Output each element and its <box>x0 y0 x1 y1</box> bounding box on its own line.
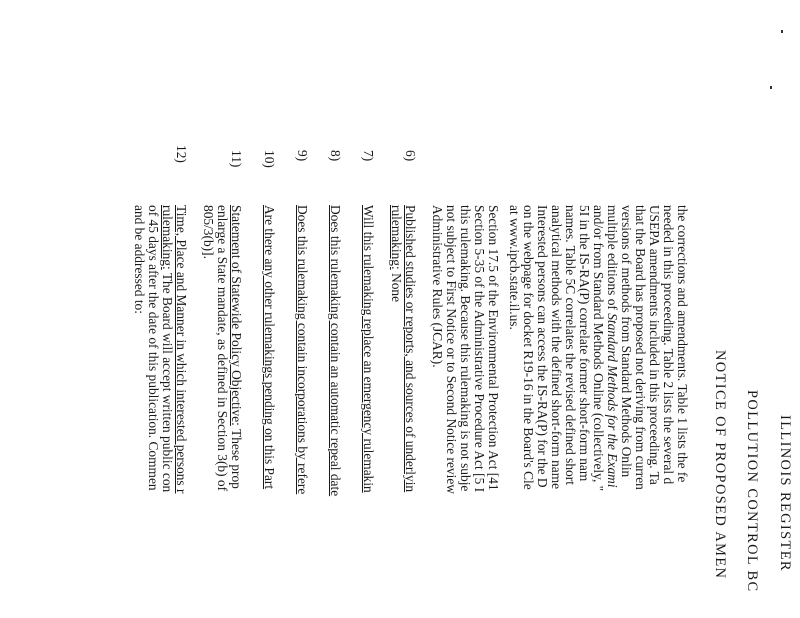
para2-line: this rulemaking. Because this rulemaking is not subje <box>458 205 473 492</box>
item-9-line: Does this rulemaking contain incorporations by refere <box>295 205 310 495</box>
intro-line: and/or from Standard Methods Online (collectively, " <box>591 205 606 492</box>
para2-line: Administrative Rules (JCAR). <box>430 205 445 368</box>
item-11-line <box>229 205 243 489</box>
intro-line: needed in this proceeding. Table 2 lists the several d <box>661 205 676 485</box>
intro-line: 5I in the IS-RA(P) correlate former short-form nam <box>577 205 592 482</box>
scan-speck <box>770 86 772 89</box>
item-11-line: enlarge a State mandate, as defined in Section 3(b) of <box>215 205 230 492</box>
item-6-line: Published studies or reports, and sources of underlyin <box>403 205 418 493</box>
item-number: 8) <box>328 150 343 162</box>
item-number: 9) <box>295 150 310 162</box>
item-12-line: and be addressed to: <box>132 205 147 314</box>
item-number: 7) <box>361 150 376 162</box>
item-6-line <box>389 205 403 302</box>
item-12-label: rulemaking: <box>160 205 175 270</box>
intro-line: that the Board has proposed not deriving from curren <box>633 205 648 490</box>
intro-line: on the webpage for docket R19-16 in the Board's Cle <box>521 205 536 490</box>
item-number: 10) <box>262 150 277 168</box>
agency-name: POLLUTION CONTROL BC <box>744 390 760 593</box>
intro-line-start: multiple editions of <box>605 205 620 314</box>
item-6-answer: None <box>389 269 404 303</box>
item-number: 6) <box>403 150 418 162</box>
item-12-line <box>160 205 174 492</box>
item-11-label: Statement of Statewide Policy Objective: <box>229 205 244 426</box>
item-8-line: Does this rulemaking contain an automatic repeal date <box>328 205 343 497</box>
item-12-text: The Board will accept written public con <box>160 269 175 493</box>
intro-line: names. Table 5C correlates the revised defined short <box>563 205 578 485</box>
para2-line: Section 17.5 of the Environmental Protection Act [41 <box>486 205 501 491</box>
intro-line: USEPA amendments included in this proceeding. Ta <box>647 205 662 485</box>
intro-line: Interested persons can access the IS-RA(P) for the D <box>535 205 550 488</box>
item-6-label: rulemaking: <box>389 205 404 270</box>
item-11-text: These prop <box>229 425 244 489</box>
item-10-line: Are there any other rulemakings pending on this Part <box>262 205 277 490</box>
item-number: 12) <box>174 145 189 163</box>
item-12-line: Time, Place and Manner in which interested persons r <box>174 205 189 494</box>
para2-line: Section 5-35 of the Administrative Procedure Act [5 I <box>472 205 487 493</box>
intro-line <box>605 205 619 488</box>
standard-methods-title: Standard Methods for the Exami <box>605 313 620 488</box>
notice-title: NOTICE OF PROPOSED AMEN <box>712 350 728 580</box>
intro-line: versions of methods from Standard Methods Onlin <box>619 205 634 478</box>
item-number: 11) <box>229 150 244 168</box>
intro-line: the corrections and amendments. Table 1 lists the fe <box>675 205 690 483</box>
register-title: ILLINOIS REGISTER <box>777 415 793 572</box>
item-7-line: Will this rulemaking replace an emergency rulemakin <box>361 205 376 493</box>
intro-line: analytical methods with the defined short-form name <box>549 205 564 490</box>
intro-line: at www.ipcb.state.il.us. <box>507 205 522 330</box>
para2-line: not subject to First Notice or to Second Notice review <box>444 205 459 494</box>
item-11-line: 805/3(b)]. <box>201 205 216 259</box>
scan-speck <box>781 30 783 33</box>
item-12-line: of 45 days after the date of this publication. Commen <box>146 205 161 491</box>
